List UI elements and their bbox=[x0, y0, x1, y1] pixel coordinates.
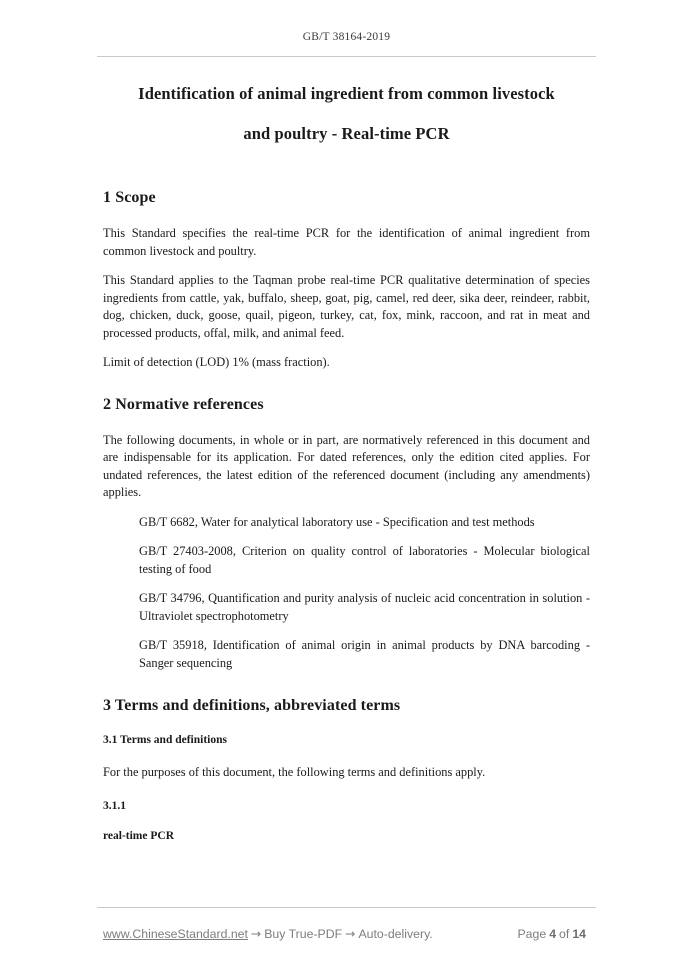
page-number: 4 bbox=[549, 927, 557, 941]
normative-reference-3: GB/T 34796, Quantification and purity analysis of nucleic acid concentration in solution - Ultraviolet spectrophotometry bbox=[139, 591, 590, 623]
page-of-label: of bbox=[559, 927, 570, 941]
arrow-right-icon-2: → bbox=[345, 927, 356, 941]
title-line-1: Identification of animal ingredient from common livestock bbox=[138, 84, 555, 103]
title-line-2: and poultry - Real-time PCR bbox=[243, 124, 450, 143]
clause-1-paragraph-1: This Standard specifies the real-time PCR for the identification of animal ingredient from common livestock and poultry. bbox=[103, 226, 590, 258]
document-footer bbox=[103, 926, 590, 942]
term-name-real-time-pcr: real-time PCR bbox=[103, 829, 174, 842]
clause-3-heading: 3 Terms and definitions, abbreviated terms bbox=[103, 697, 401, 714]
footer-promo-end: Auto-delivery. bbox=[358, 927, 433, 941]
normative-reference-4: GB/T 35918, Identification of animal origin in animal products by DNA barcoding - Sanger sequencing bbox=[139, 638, 590, 670]
clause-1-paragraph-3: Limit of detection (LOD) 1% (mass fraction). bbox=[103, 355, 330, 369]
page-indicator bbox=[516, 926, 590, 942]
normative-reference-2: GB/T 27403-2008, Criterion on quality control of laboratories - Molecular biological testing of food bbox=[139, 544, 590, 576]
clause-1-heading: 1 Scope bbox=[103, 189, 156, 206]
header-divider bbox=[97, 56, 596, 57]
clause-1-paragraph-2: This Standard applies to the Taqman probe real-time PCR qualitative determination of species ingredients from cattle, yak, buffalo, sheep, goat, pig, camel, red deer, sika deer, reindeer, rabbit, dog, chicken, duck, goose, quail, pigeon, turkey, cat, fox, mink, raccoon, and rat in meat and processed products, offal, milk, and animal feed. bbox=[103, 273, 590, 340]
subclause-3-1-heading: 3.1 Terms and definitions bbox=[103, 734, 227, 746]
running-header bbox=[97, 30, 596, 44]
footer-promo bbox=[103, 926, 433, 942]
standard-number: GB/T 38164-2019 bbox=[302, 31, 391, 43]
arrow-right-icon: → bbox=[250, 927, 262, 941]
page-total: 14 bbox=[572, 927, 586, 941]
document-body bbox=[103, 74, 590, 844]
page-label: Page bbox=[517, 927, 547, 941]
subclause-3-1-intro: For the purposes of this document, the following terms and definitions apply. bbox=[103, 765, 486, 779]
footer-promo-mid: Buy True-PDF bbox=[264, 927, 343, 941]
document-title bbox=[103, 74, 590, 154]
clause-2-heading: 2 Normative references bbox=[103, 395, 264, 413]
footer-divider bbox=[97, 907, 596, 908]
footer-site-link[interactable]: www.ChineseStandard.net bbox=[103, 927, 248, 941]
term-number-3-1-1: 3.1.1 bbox=[103, 799, 126, 812]
clause-2-intro: The following documents, in whole or in part, are normatively referenced in this document and are indispensable for its application. For dated references, only the edition cited applies. For undated references, the latest edition of the referenced document (including any amendments) applies. bbox=[103, 432, 590, 499]
normative-reference-1: GB/T 6682, Water for analytical laboratory use - Specification and test methods bbox=[139, 514, 535, 529]
